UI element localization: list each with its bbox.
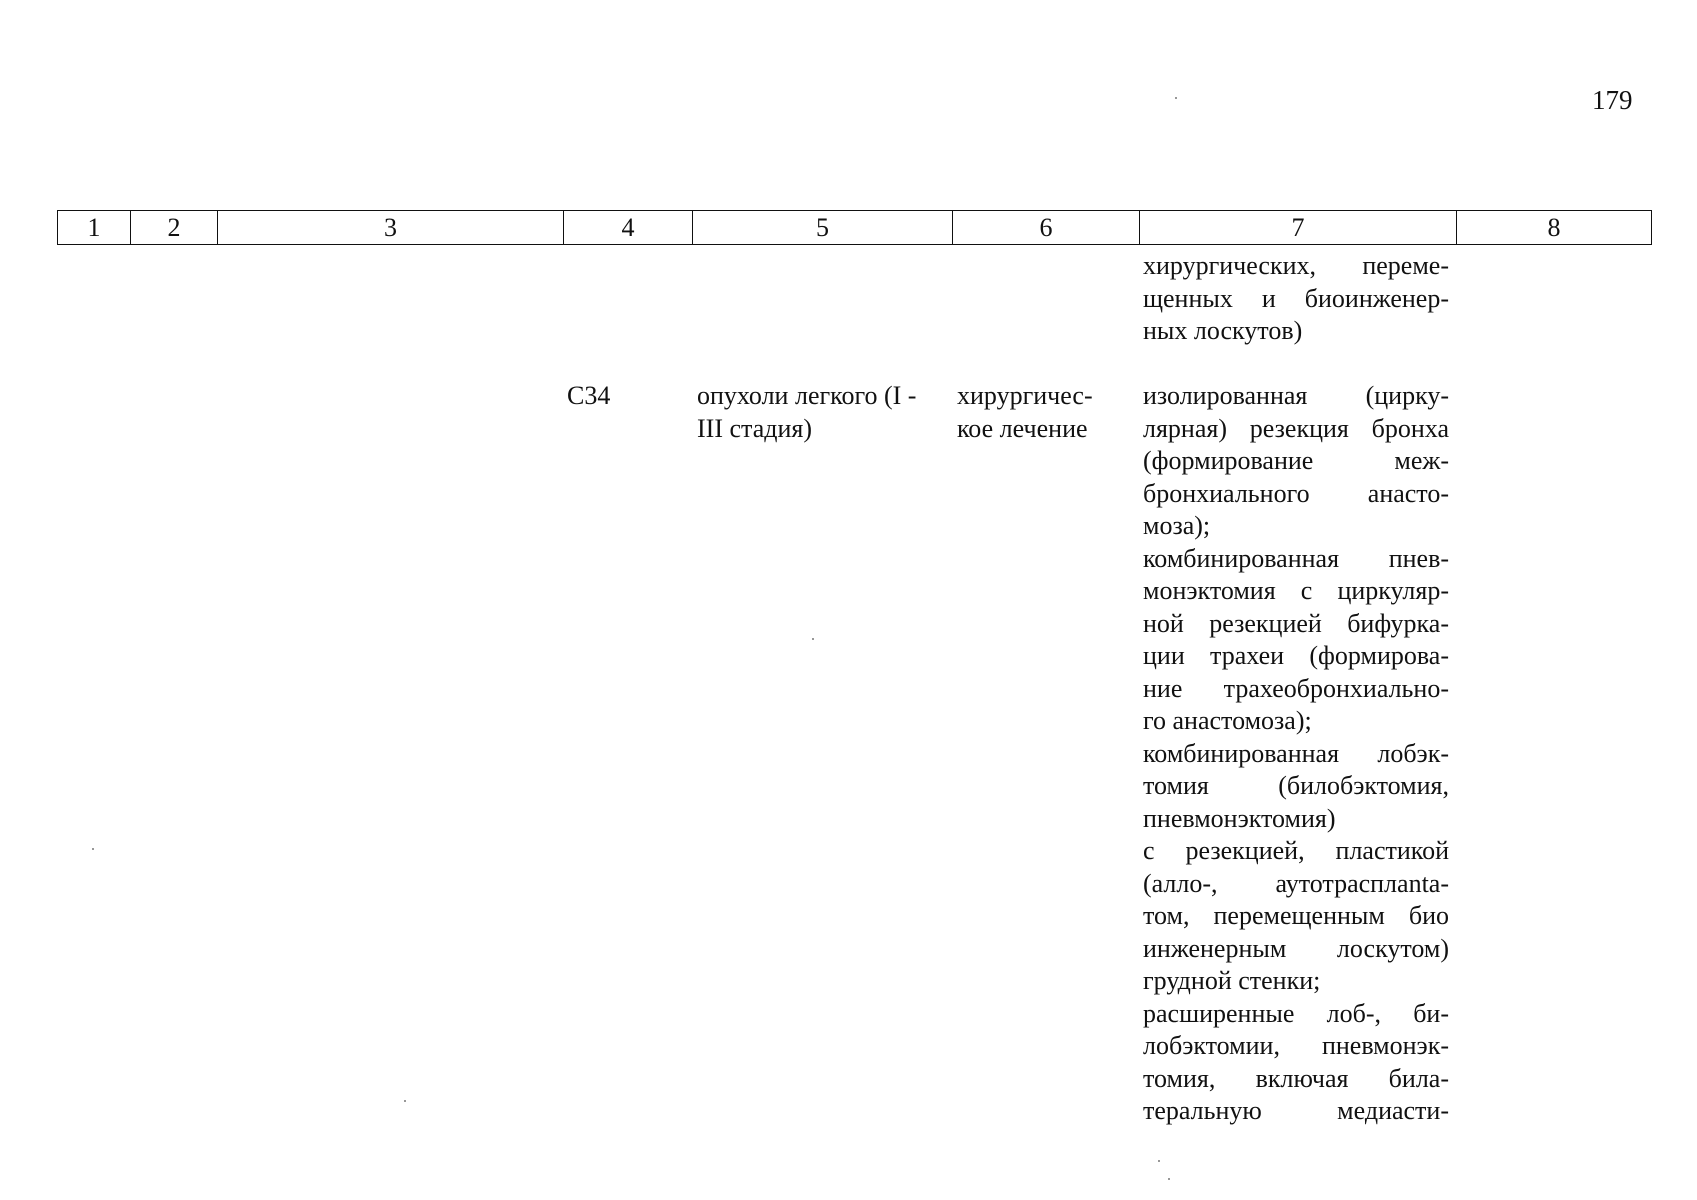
text-line: лобэктомии, пневмонэк- (1143, 1031, 1449, 1060)
scan-speck (92, 848, 94, 850)
text-line: хирургических, переме- (1143, 251, 1449, 280)
column-number-6: 6 (953, 211, 1140, 245)
column-number-2: 2 (131, 211, 218, 245)
text-line: изолированная (цирку- (1143, 381, 1449, 410)
text-line: ние трахеобронхиально- (1143, 673, 1449, 703)
text-line: ной резекцией бифурка- (1143, 608, 1449, 638)
text-line: томия, включая била- (1143, 1063, 1449, 1093)
text-line: с резекцией, пластикой (1143, 836, 1449, 865)
table-header-row (57, 210, 1652, 245)
column-number-3: 3 (218, 211, 564, 245)
text-line: расширенные лоб-, би- (1143, 998, 1449, 1028)
continuation-text-col7 (1143, 250, 1449, 348)
treatment-methods (1143, 380, 1449, 1128)
text-line: теральную медиасти- (1143, 1096, 1449, 1125)
text-line: томия (билобэктомия, (1143, 771, 1449, 800)
diagnosis-line: III стадия) (697, 413, 812, 443)
column-number-5: 5 (693, 211, 953, 245)
scan-speck (404, 1100, 406, 1102)
text-line: го анастомоза); (1143, 706, 1312, 735)
text-line: ции трахеи (формирова- (1143, 641, 1449, 670)
text-line: комбинированная лобэк- (1143, 738, 1449, 768)
page-number: 179 (1592, 85, 1633, 115)
scan-speck (812, 638, 814, 640)
text-line: пневмонэктомия) (1143, 803, 1336, 833)
column-number-1: 1 (58, 211, 131, 245)
text-line: комбинированная пнев- (1143, 543, 1449, 573)
text-line: щенных и биоинженер- (1143, 283, 1449, 313)
text-line: том, перемещенным био (1143, 901, 1449, 930)
column-number-7: 7 (1140, 211, 1457, 245)
text-line: грудной стенки; (1143, 966, 1321, 995)
text-line: (алло-, аутотрасплanta- (1143, 868, 1449, 898)
column-number-4: 4 (564, 211, 693, 245)
text-line: (формирование меж- (1143, 446, 1449, 475)
scan-speck (1175, 97, 1177, 99)
column-number-8: 8 (1457, 211, 1652, 245)
text-line: бронхиального анасто- (1143, 478, 1449, 508)
scan-speck (1168, 1178, 1170, 1180)
scan-speck (1158, 1160, 1160, 1162)
text-line: лярная) резекция бронха (1143, 413, 1449, 443)
text-line: монэктомия с циркуляр- (1143, 576, 1449, 605)
treatment-type-line: кое лечение (957, 413, 1088, 443)
text-line: ных лоскутов) (1143, 316, 1303, 345)
treatment-type-line: хирургичес- (957, 381, 1093, 410)
icd-code: C34 (567, 381, 611, 410)
text-line: моза); (1143, 511, 1211, 540)
diagnosis-line: опухоли легкого (I - (697, 381, 917, 410)
text-line: инженерным лоскутом) (1143, 933, 1449, 963)
